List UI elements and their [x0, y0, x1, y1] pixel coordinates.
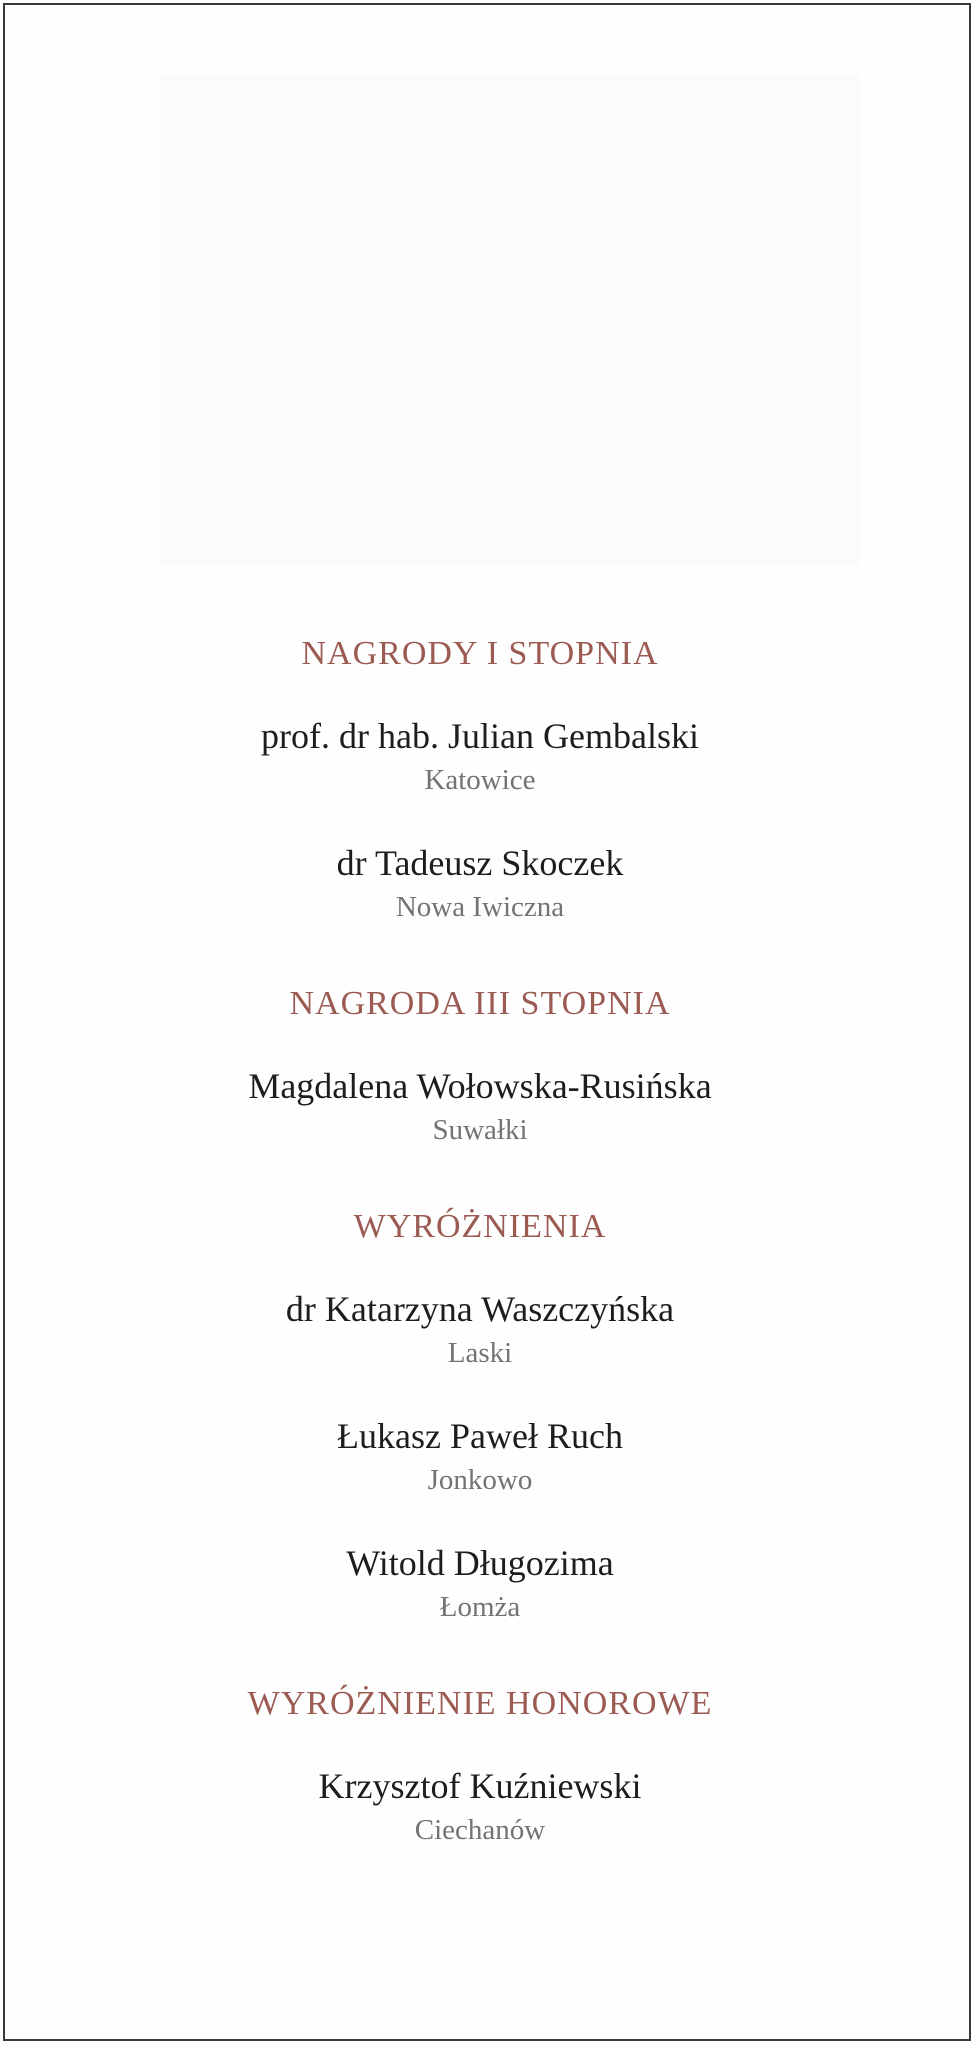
laureate-entry [0, 1288, 960, 1371]
laureate-city: Laski [447, 1337, 513, 1369]
laureate-name: Witold Długozima [346, 1543, 614, 1583]
laureate-city: Jonkowo [427, 1464, 533, 1496]
laureate-name: dr Tadeusz Skoczek [336, 843, 624, 883]
laureate-name: dr Katarzyna Waszczyńska [285, 1289, 675, 1329]
section-nagroda-3-stopnia [0, 983, 960, 1148]
laureate-entry [0, 1065, 960, 1148]
laureate-name: Magdalena Wołowska-Rusińska [248, 1066, 712, 1106]
section-heading: WYRÓŻNIENIE HONOROWE [247, 1685, 713, 1722]
laureate-city: Nowa Iwiczna [395, 891, 565, 923]
section-heading: NAGRODA III STOPNIA [289, 985, 671, 1022]
laureate-entry [0, 1415, 960, 1498]
laureate-city: Łomża [439, 1591, 521, 1623]
gloger-award-logo [150, 55, 870, 575]
section-nagrody-1-stopnia [0, 633, 960, 925]
section-wyroznienie-honorowe [0, 1683, 960, 1848]
laureate-name: Łukasz Paweł Ruch [337, 1416, 623, 1456]
laureate-entry [0, 842, 960, 925]
laureate-city: Katowice [424, 764, 536, 796]
laureate-city: Suwałki [432, 1114, 528, 1146]
laureate-name: Krzysztof Kuźniewski [318, 1766, 642, 1806]
laureate-entry [0, 715, 960, 798]
section-heading: NAGRODY I STOPNIA [301, 635, 659, 672]
laureate-city: Ciechanów [414, 1814, 546, 1846]
section-wyroznienia [0, 1206, 960, 1625]
laureate-name: prof. dr hab. Julian Gembalski [261, 716, 699, 756]
logo-background [160, 75, 860, 565]
laureate-entry [0, 1542, 960, 1625]
section-heading: WYRÓŻNIENIA [353, 1208, 607, 1245]
laureate-entry [0, 1765, 960, 1848]
award-lists [0, 575, 960, 1848]
